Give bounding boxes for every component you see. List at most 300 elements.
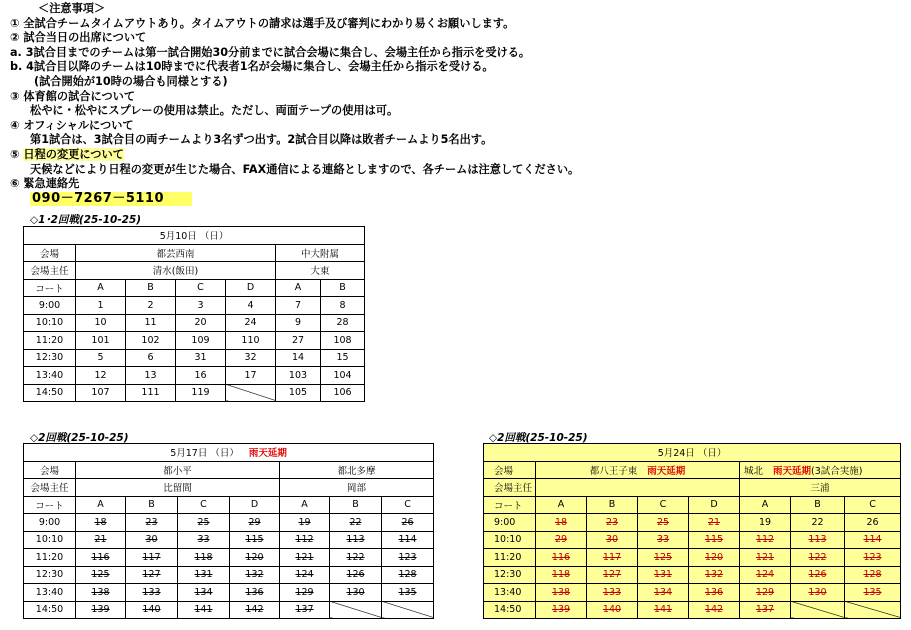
match-number xyxy=(321,384,365,402)
date-cell: 5月24日 （日） xyxy=(484,444,901,462)
court-row xyxy=(484,496,901,514)
match-number xyxy=(76,531,126,549)
match-number-text: 115 xyxy=(704,534,724,546)
court-header: C xyxy=(178,496,230,514)
match-number-text: 133 xyxy=(602,586,622,598)
match-number-text: 132 xyxy=(245,569,264,581)
court-header: B xyxy=(126,279,176,297)
match-number-text: 141 xyxy=(653,604,673,616)
court-row xyxy=(24,279,365,297)
time-cell: 14:50 xyxy=(24,384,76,402)
note-2b: b. 4試合目以降のチームは10時までに代表者1名が会場に集合し、会場主任から指示を受ける。 xyxy=(10,60,494,74)
match-number-text: 112 xyxy=(755,534,775,546)
match-number-text: 121 xyxy=(755,551,775,563)
emergency-phone: 090－7267－5110 xyxy=(30,192,192,207)
match-number xyxy=(276,367,321,385)
notes-section xyxy=(10,2,870,206)
table-row xyxy=(24,297,365,315)
rain-postponed: 雨天延期 xyxy=(248,448,287,460)
match-number-text: 123 xyxy=(398,551,417,563)
match-number xyxy=(76,349,126,367)
match-number xyxy=(126,601,178,619)
match-number-text: 120 xyxy=(245,551,264,563)
match-number xyxy=(230,584,280,602)
match-number-text: 11 xyxy=(144,317,157,329)
match-number-text: 103 xyxy=(288,369,308,381)
match-number-text: 25 xyxy=(656,516,670,528)
schedule-table-may17 xyxy=(23,443,434,619)
match-number-text: 22 xyxy=(811,516,824,528)
match-number xyxy=(845,566,901,584)
table-row xyxy=(484,514,901,532)
match-number xyxy=(280,531,330,549)
match-number-text: 26 xyxy=(401,516,414,528)
chief-label: 会場主任 xyxy=(484,479,536,497)
match-number xyxy=(638,549,689,567)
match-number-text: 20 xyxy=(194,317,207,329)
match-number-text: 33 xyxy=(656,534,670,546)
match-number xyxy=(330,531,382,549)
match-number-text: 23 xyxy=(605,516,619,528)
match-number-text: 32 xyxy=(244,352,257,364)
match-number xyxy=(845,514,901,532)
match-number xyxy=(740,514,791,532)
match-number xyxy=(178,514,230,532)
match-number-text: 21 xyxy=(94,534,107,546)
chief-2: 大東 xyxy=(276,262,365,280)
match-number xyxy=(178,601,230,619)
match-number xyxy=(321,297,365,315)
court-label: コート xyxy=(24,279,76,297)
match-number xyxy=(536,584,587,602)
match-number xyxy=(689,566,740,584)
match-number-text: 127 xyxy=(602,569,622,581)
court-header: D xyxy=(226,279,276,297)
match-number-text: 18 xyxy=(94,516,107,528)
chief-label: 会場主任 xyxy=(24,262,76,280)
venue-label: 会場 xyxy=(24,244,76,262)
venue-1 xyxy=(536,461,740,479)
match-number-text: 116 xyxy=(551,551,571,563)
match-number xyxy=(226,332,276,350)
match-number xyxy=(126,384,176,402)
match-number xyxy=(126,332,176,350)
match-number xyxy=(176,384,226,402)
match-number xyxy=(280,514,330,532)
match-number xyxy=(740,566,791,584)
empty-slot xyxy=(382,601,434,619)
match-number xyxy=(280,549,330,567)
match-number xyxy=(178,531,230,549)
match-number-text: 126 xyxy=(346,569,365,581)
court-row xyxy=(24,496,434,514)
match-number xyxy=(76,514,126,532)
match-number xyxy=(280,566,330,584)
match-number-text: 114 xyxy=(863,534,882,546)
match-number-text: 19 xyxy=(298,516,311,528)
chief-1 xyxy=(536,479,740,497)
match-number-text: 15 xyxy=(336,352,349,364)
court-header: A xyxy=(76,279,126,297)
court-header: B xyxy=(126,496,178,514)
match-number xyxy=(126,584,178,602)
match-number-text: 138 xyxy=(551,586,571,598)
match-number xyxy=(76,566,126,584)
match-number-text: 128 xyxy=(398,569,417,581)
match-number xyxy=(689,514,740,532)
match-number xyxy=(536,601,587,619)
match-number-text: 135 xyxy=(863,586,882,598)
match-number-text: 25 xyxy=(197,516,210,528)
table-row xyxy=(484,601,901,619)
match-number-text: 29 xyxy=(248,516,261,528)
time-cell: 12:30 xyxy=(24,566,76,584)
match-number xyxy=(76,297,126,315)
match-number xyxy=(276,297,321,315)
match-number-text: 9 xyxy=(294,317,302,329)
match-number xyxy=(276,314,321,332)
note-2a: a. 3試合目までのチームは第一試合開始30分前までに試合会場に集合し、会場主任から指示を受ける。 xyxy=(10,45,531,59)
match-number-text: 7 xyxy=(294,299,302,311)
match-number-text: 134 xyxy=(194,586,213,598)
match-number xyxy=(689,531,740,549)
date-cell xyxy=(24,444,434,462)
match-number xyxy=(791,549,845,567)
match-number-text: 136 xyxy=(704,586,724,598)
table-row xyxy=(24,531,434,549)
note-2: ② 試合当日の出席について xyxy=(10,31,147,45)
section2-title: ◇2回戦(25-10-25) xyxy=(30,432,129,444)
time-cell: 13:40 xyxy=(24,367,76,385)
match-number xyxy=(126,566,178,584)
venue-2: 都北多摩 xyxy=(280,461,434,479)
match-number xyxy=(276,332,321,350)
time-cell: 13:40 xyxy=(24,584,76,602)
match-number-text: 16 xyxy=(194,369,207,381)
court-label: コート xyxy=(484,496,536,514)
court-header: B xyxy=(587,496,638,514)
chief-1: 清水(飯田) xyxy=(76,262,276,280)
match-number xyxy=(791,514,845,532)
note-5-num: ⑤ xyxy=(10,147,20,161)
match-number-text: 30 xyxy=(145,534,158,546)
match-number-text: 136 xyxy=(245,586,264,598)
match-number xyxy=(126,314,176,332)
venue-2-name: 城北 xyxy=(744,465,764,477)
match-number xyxy=(382,514,434,532)
court-header: B xyxy=(330,496,382,514)
match-number xyxy=(638,566,689,584)
time-cell: 14:50 xyxy=(24,601,76,619)
match-number xyxy=(321,367,365,385)
match-number-text: 128 xyxy=(863,569,882,581)
match-number-text: 101 xyxy=(91,334,110,346)
table-row xyxy=(24,384,365,402)
match-number xyxy=(740,584,791,602)
rain-postponed-2: 雨天延期 xyxy=(773,465,812,477)
time-cell: 12:30 xyxy=(24,349,76,367)
match-number xyxy=(226,297,276,315)
table-row xyxy=(24,514,434,532)
match-number xyxy=(587,549,638,567)
match-number-text: 111 xyxy=(141,387,160,399)
note-3a: 松やに・松やにスプレーの使用は禁止。ただし、両面テープの使用は可。 xyxy=(30,104,399,118)
time-cell: 10:10 xyxy=(24,314,76,332)
court-header: A xyxy=(280,496,330,514)
match-number-text: 138 xyxy=(91,586,110,598)
match-number-text: 104 xyxy=(333,369,352,381)
match-number-text: 125 xyxy=(91,569,110,581)
table-row xyxy=(24,314,365,332)
match-number xyxy=(76,384,126,402)
time-cell: 10:10 xyxy=(484,531,536,549)
match-number-text: 124 xyxy=(295,569,314,581)
match-number-text: 106 xyxy=(333,387,352,399)
chief-1: 比留間 xyxy=(76,479,280,497)
table-row xyxy=(24,332,365,350)
match-number-text: 24 xyxy=(244,317,257,329)
match-number xyxy=(330,584,382,602)
match-number-text: 126 xyxy=(808,569,827,581)
table-row xyxy=(24,601,434,619)
schedule-table-may10 xyxy=(23,226,365,402)
match-number-text: 132 xyxy=(704,569,724,581)
match-number-text: 8 xyxy=(339,299,346,311)
match-number-text: 21 xyxy=(707,516,721,528)
match-number xyxy=(587,514,638,532)
match-number-text: 134 xyxy=(653,586,673,598)
match-number-text: 129 xyxy=(755,586,775,598)
match-number-text: 114 xyxy=(398,534,417,546)
match-number xyxy=(382,549,434,567)
time-cell: 14:50 xyxy=(484,601,536,619)
match-number xyxy=(638,601,689,619)
match-number xyxy=(536,531,587,549)
empty-slot xyxy=(791,601,845,619)
venue-label: 会場 xyxy=(484,461,536,479)
empty-slot xyxy=(845,601,901,619)
match-number-text: 137 xyxy=(755,604,775,616)
note-3: ③ 体育館の試合について xyxy=(10,89,136,103)
section1-title: ◇1･2回戦(25-10-25) xyxy=(30,214,142,226)
table-row xyxy=(484,584,901,602)
match-number xyxy=(321,332,365,350)
time-cell: 9:00 xyxy=(484,514,536,532)
match-number xyxy=(126,549,178,567)
match-number xyxy=(176,314,226,332)
venue-label: 会場 xyxy=(24,461,76,479)
match-number-text: 137 xyxy=(295,604,314,616)
venue-2-note: (3試合実施) xyxy=(811,465,863,477)
match-number xyxy=(845,549,901,567)
match-number-text: 117 xyxy=(602,551,622,563)
chief-2: 岡部 xyxy=(280,479,434,497)
match-number-text: 33 xyxy=(197,534,210,546)
match-number-text: 133 xyxy=(142,586,161,598)
match-number xyxy=(321,349,365,367)
match-number-text: 18 xyxy=(554,516,568,528)
match-number-text: 122 xyxy=(346,551,365,563)
note-4: ④ オフィシャルについて xyxy=(10,118,134,132)
match-number-text: 19 xyxy=(758,516,772,528)
match-number xyxy=(536,566,587,584)
table-row xyxy=(24,349,365,367)
match-number xyxy=(126,297,176,315)
match-number-text: 118 xyxy=(194,551,213,563)
match-number-text: 31 xyxy=(194,352,207,364)
match-number-text: 5 xyxy=(97,352,104,364)
court-header: B xyxy=(791,496,845,514)
match-number xyxy=(76,549,126,567)
match-number xyxy=(230,531,280,549)
match-number-text: 139 xyxy=(91,604,110,616)
match-number-text: 135 xyxy=(398,586,417,598)
match-number-text: 26 xyxy=(866,516,879,528)
match-number-text: 130 xyxy=(346,586,365,598)
match-number xyxy=(176,349,226,367)
match-number xyxy=(76,584,126,602)
match-number xyxy=(382,566,434,584)
match-number-text: 3 xyxy=(197,299,204,311)
match-number-text: 123 xyxy=(863,551,882,563)
note-6: ⑥ 緊急連絡先 xyxy=(10,177,80,191)
match-number xyxy=(126,514,178,532)
phone-row xyxy=(10,192,870,207)
match-number-text: 2 xyxy=(147,299,154,311)
match-number-text: 129 xyxy=(295,586,314,598)
chief-label: 会場主任 xyxy=(24,479,76,497)
match-number xyxy=(740,601,791,619)
match-number-text: 108 xyxy=(333,334,352,346)
schedule-table-may24 xyxy=(483,443,901,619)
match-number-text: 116 xyxy=(91,551,110,563)
court-label: コート xyxy=(24,496,76,514)
court-header: A xyxy=(276,279,321,297)
match-number xyxy=(638,584,689,602)
match-number xyxy=(230,601,280,619)
match-number xyxy=(126,349,176,367)
match-number-text: 127 xyxy=(142,569,161,581)
match-number xyxy=(276,349,321,367)
match-number xyxy=(76,367,126,385)
match-number-text: 1 xyxy=(97,299,104,311)
match-number xyxy=(638,514,689,532)
match-number xyxy=(740,549,791,567)
match-number xyxy=(126,367,176,385)
match-number-text: 142 xyxy=(245,604,264,616)
court-header: B xyxy=(321,279,365,297)
match-number xyxy=(230,549,280,567)
match-number xyxy=(176,332,226,350)
table-row xyxy=(484,549,901,567)
match-number-text: 110 xyxy=(241,334,260,346)
court-header: C xyxy=(176,279,226,297)
table-row xyxy=(484,566,901,584)
match-number xyxy=(178,549,230,567)
match-number xyxy=(587,566,638,584)
note-5-title: 日程の変更について xyxy=(23,147,124,161)
match-number-text: 14 xyxy=(291,352,305,364)
time-cell: 9:00 xyxy=(24,297,76,315)
match-number xyxy=(176,367,226,385)
match-number-text: 113 xyxy=(346,534,365,546)
match-number-text: 131 xyxy=(194,569,213,581)
match-number-text: 4 xyxy=(247,299,254,311)
time-cell: 11:20 xyxy=(24,332,76,350)
notes-header: ＜注意事項＞ xyxy=(38,2,106,15)
match-number xyxy=(382,584,434,602)
table-row xyxy=(484,531,901,549)
time-cell: 9:00 xyxy=(24,514,76,532)
match-number xyxy=(76,332,126,350)
match-number-text: 107 xyxy=(91,387,110,399)
rain-postponed-1: 雨天延期 xyxy=(647,465,686,477)
match-number xyxy=(226,314,276,332)
match-number-text: 102 xyxy=(141,334,160,346)
match-number xyxy=(230,514,280,532)
time-cell: 11:20 xyxy=(484,549,536,567)
venue-2 xyxy=(740,461,901,479)
match-number-text: 6 xyxy=(147,352,154,364)
match-number xyxy=(689,601,740,619)
match-number xyxy=(280,584,330,602)
match-number xyxy=(176,297,226,315)
match-number xyxy=(587,584,638,602)
match-number xyxy=(791,566,845,584)
match-number-text: 113 xyxy=(808,534,827,546)
match-number-text: 27 xyxy=(291,334,305,346)
match-number-text: 125 xyxy=(653,551,673,563)
match-number-text: 139 xyxy=(551,604,571,616)
match-number-text: 105 xyxy=(288,387,308,399)
match-number-text: 29 xyxy=(554,534,568,546)
match-number xyxy=(791,531,845,549)
match-number xyxy=(276,384,321,402)
note-5 xyxy=(10,148,870,163)
match-number xyxy=(382,531,434,549)
date-cell: 5月10日 （日） xyxy=(24,227,365,245)
match-number xyxy=(330,514,382,532)
match-number-text: 140 xyxy=(142,604,161,616)
match-number-text: 140 xyxy=(602,604,622,616)
match-number xyxy=(178,584,230,602)
match-number xyxy=(587,531,638,549)
venue-1-name: 都八王子東 xyxy=(589,465,638,477)
table-row xyxy=(24,549,434,567)
match-number-text: 112 xyxy=(295,534,314,546)
time-cell: 13:40 xyxy=(484,584,536,602)
section3-title: ◇2回戦(25-10-25) xyxy=(489,432,588,444)
match-number-text: 30 xyxy=(605,534,619,546)
match-number xyxy=(178,566,230,584)
match-number-text: 23 xyxy=(145,516,158,528)
match-number-text: 22 xyxy=(349,516,362,528)
match-number xyxy=(845,584,901,602)
match-number-text: 28 xyxy=(336,317,349,329)
match-number xyxy=(76,601,126,619)
venue-1: 都小平 xyxy=(76,461,280,479)
time-cell: 11:20 xyxy=(24,549,76,567)
match-number xyxy=(226,367,276,385)
match-number-text: 124 xyxy=(755,569,775,581)
match-number xyxy=(638,531,689,549)
match-number xyxy=(689,584,740,602)
match-number xyxy=(230,566,280,584)
time-cell: 10:10 xyxy=(24,531,76,549)
match-number-text: 121 xyxy=(295,551,314,563)
match-number-text: 13 xyxy=(144,369,157,381)
match-number-text: 131 xyxy=(653,569,673,581)
